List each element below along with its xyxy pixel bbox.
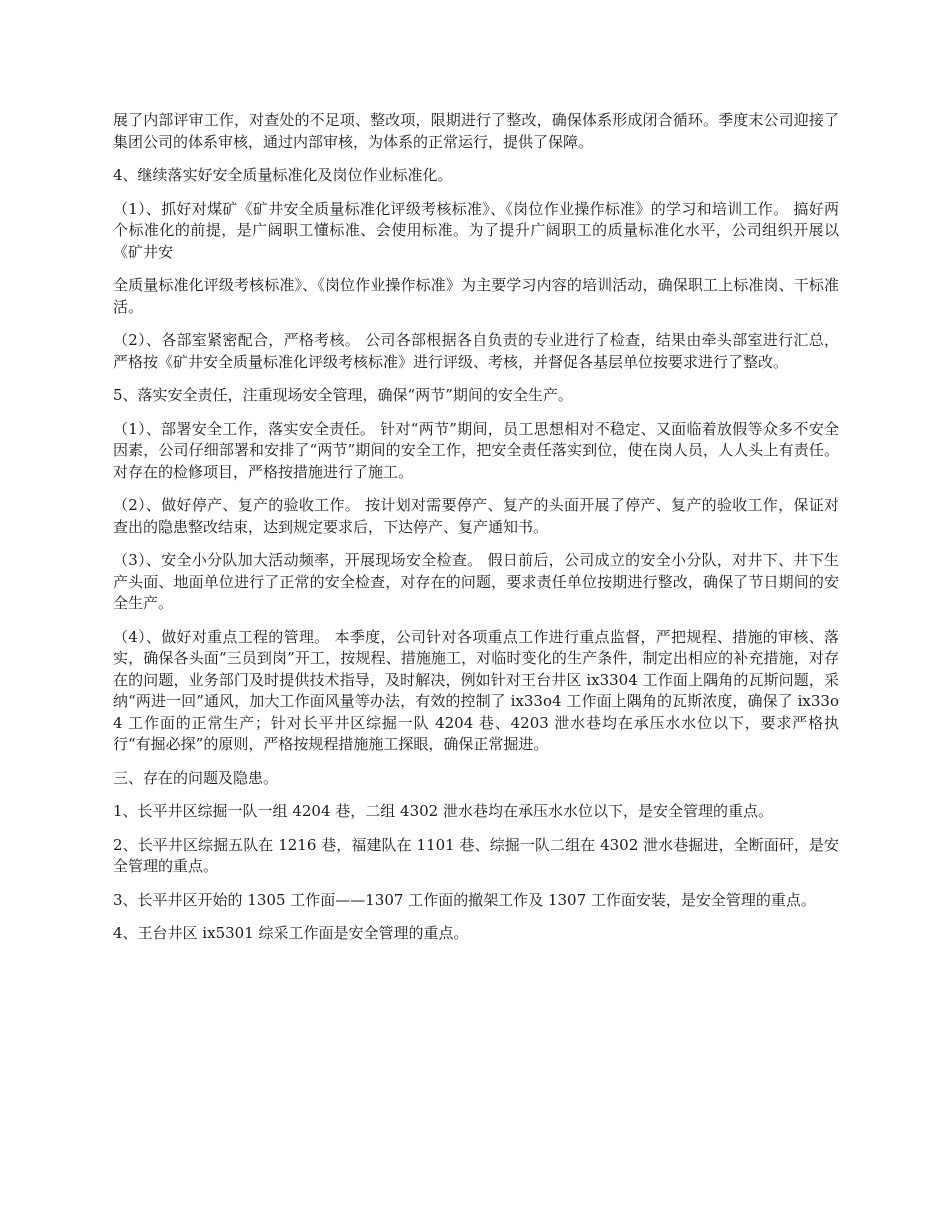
paragraph: 全质量标准化评级考核标准》、《岗位作业操作标准》为主要学习内容的培训活动，确保职工上标准岗、干标准活。 xyxy=(113,276,839,316)
document-page xyxy=(113,110,839,957)
paragraph: 展了内部评审工作，对查处的不足项、整改项，限期进行了整改，确保体系形成闭合循环。季度末公司迎接了集团公司的体系审核，通过内部审核，为体系的正常运行，提供了保障。 xyxy=(113,111,839,151)
paragraph: （4）、做好对重点工程的管理。 本季度，公司针对各项重点工作进行重点监督，严把规程、措施的审核、落实，确保各头面“三员到岗”开工，按规程、措施施工，对临时变化的生产条件，制定出相应的补充措施，对存在的问题，业务部门及时提供技术指导，及时解决，例如针对王台井区 ix3304 工作面上隅角的瓦斯问题，采纳“两进一回”通风，加大工作面风量等办法，有效的控制了 ix33o4 工作面上隅角的瓦斯浓度，确保了 ix33o4 工作面的正常生产；针对长平井区综掘一队 4204 巷、4203 泄水巷均在承压水水位以下，要求严格执行“有掘必探”的原则，严格按规程措施施工探眼，确保正常掘进。 xyxy=(113,627,839,753)
paragraph: （2）、做好停产、复产的验收工作。 按计划对需要停产、复产的头面开展了停产、复产的验收工作，保证对查出的隐患整改结束，达到规定要求后，下达停产、复产通知书。 xyxy=(113,496,839,536)
list-item: 2、长平井区综掘五队在 1216 巷，福建队在 1101 巷、综掘一队二组在 4302 泄水巷掘进，全断面矸，是安全管理的重点。 xyxy=(113,835,839,875)
list-item: 1、长平井区综掘一队一组 4204 巷，二组 4302 泄水巷均在承压水水位以下，是安全管理的重点。 xyxy=(113,802,773,820)
section-heading: 4、继续落实好安全质量标准化及岗位作业标准化。 xyxy=(113,166,453,184)
paragraph: （2）、各部室紧密配合，严格考核。 公司各部根据各自负责的专业进行了检查，结果由牵头部室进行汇总，严格按《矿井安全质量标准化评级考核标准》进行评级、考核，并督促各基层单位按要求进行了整改。 xyxy=(113,331,839,371)
section-heading: 三、存在的问题及隐患。 xyxy=(113,768,279,787)
list-item: 3、长平井区开始的 1305 工作面——1307 工作面的撤架工作及 1307 工作面安装，是安全管理的重点。 xyxy=(113,890,816,909)
paragraph: （3）、安全小分队加大活动频率，开展现场安全检查。 假日前后，公司成立的安全小分队，对井下、井下生产头面、地面单位进行了正常的安全检查，对存在的问题，要求责任单位按期进行整改，确保了节日期间的安全生产。 xyxy=(113,551,839,612)
section-heading: 5、落实安全责任，注重现场安全管理，确保“两节”期间的安全生产。 xyxy=(113,386,573,404)
paragraph: （1）、抓好对煤矿《矿井安全质量标准化评级考核标准》、《岗位作业操作标准》的学习和培训工作。 搞好两个标准化的前提，是广阔职工懂标准、会使用标准。为了提升广阔职工的质量标准化水平，公司组织开展以《矿井安 xyxy=(113,199,839,261)
list-item: 4、王台井区 ix5301 综采工作面是安全管理的重点。 xyxy=(113,924,469,942)
paragraph: （1）、部署安全工作，落实安全责任。 针对“两节”期间，员工思想相对不稳定、又面临着放假等众多不安全因素，公司仔细部署和安排了“两节”期间的安全工作，把安全责任落实到位，使在岗人员，人人头上有责任。对存在的检修项目，严格按措施进行了施工。 xyxy=(113,419,839,481)
